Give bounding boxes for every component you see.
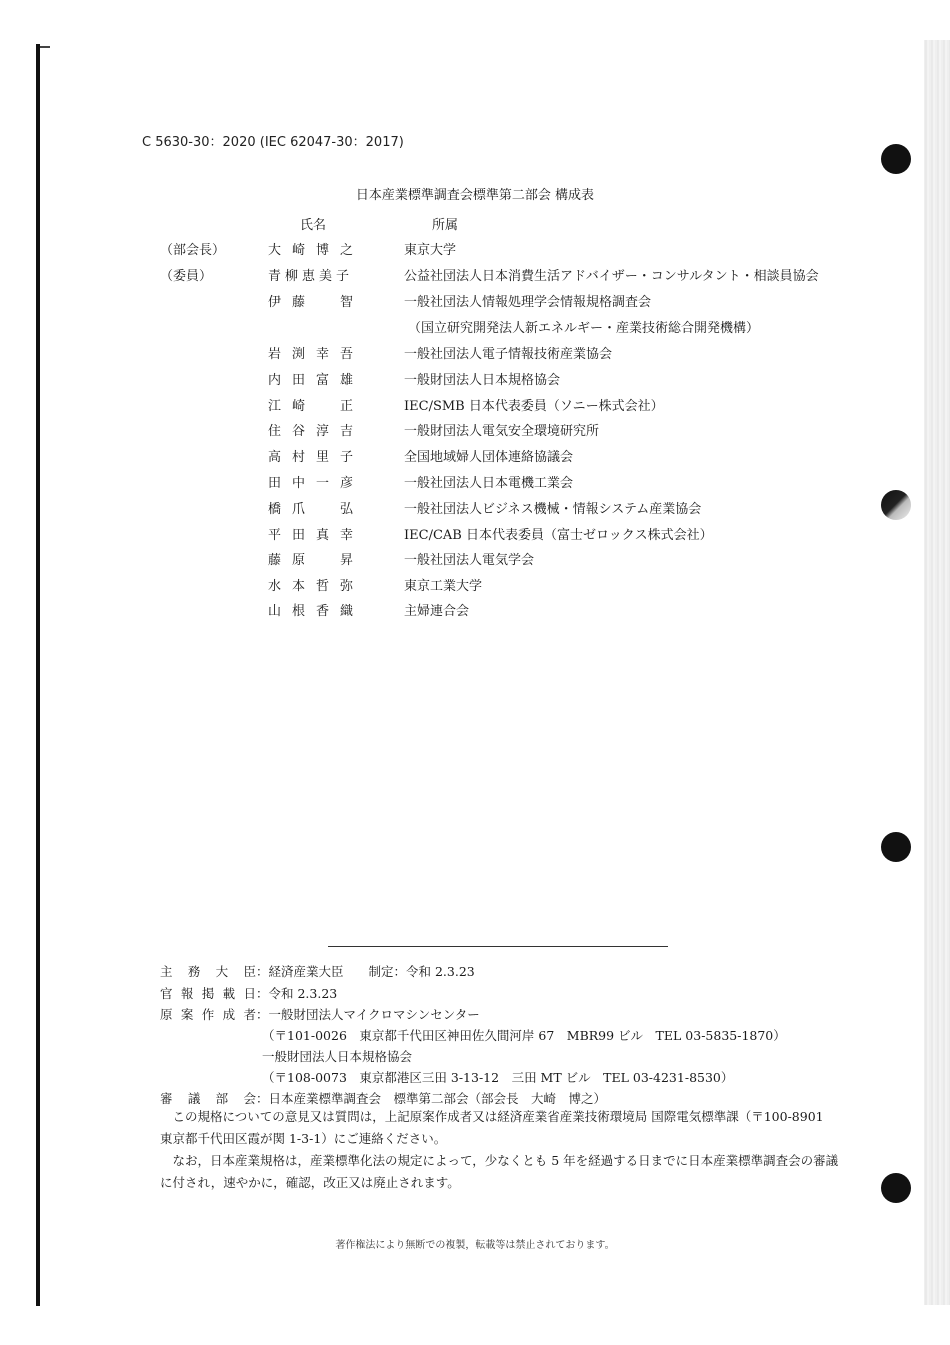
member-name: 田中一彦 [268,476,365,491]
punch-hole-4 [881,1173,911,1203]
member-affiliation: 東京大学 [404,243,457,258]
member-row [0,395,950,421]
member-name: 伊藤 智 [268,295,365,310]
member-name: 青柳恵美子 [268,269,354,284]
scan-right-edge [924,40,950,1305]
minister-row [160,962,475,980]
punch-hole-3 [881,832,911,862]
council-value: ：日本産業標準調査会 標準第二部会（部会長 大崎 博之） [256,1091,607,1106]
scan-top-mark [40,46,50,48]
member-row [0,343,950,369]
member-affiliation: 一般社団法人ビジネス機械・情報システム産業協会 [404,502,702,517]
member-affiliation: 一般社団法人情報処理学会情報規格調査会 [404,295,652,310]
member-row [0,472,950,498]
member-name: 住谷淳吉 [268,424,365,439]
drafter-2-address: （〒108-0073 東京都港区三田 3-13-12 三田 MT ビル TEL 03-4231-8530） [262,1070,734,1085]
member-name: 山根香織 [268,604,365,619]
gazette-value: ：令和 2.3.23 [256,986,338,1001]
column-header-name: 氏名 [300,218,327,233]
member-row [0,549,950,575]
drafter-2: 一般財団法人日本規格協会 [262,1049,413,1064]
drafter-value: ：一般財団法人マイクロマシンセンター [256,1007,480,1022]
member-affiliation: 一般財団法人電気安全環境研究所 [404,424,600,439]
member-affiliation: 公益社団法人日本消費生活アドバイザー・コンサルタント・相談員協会 [404,269,819,284]
punch-hole-1 [881,144,911,174]
member-name: 江崎 正 [268,399,365,414]
member-name: 藤原 昇 [268,553,365,568]
member-role: （部会長） [160,243,226,258]
minister-value: ：経済産業大臣 制定：令和 2.3.23 [256,964,475,979]
member-affiliation: 一般財団法人日本規格協会 [404,373,561,388]
member-affiliation: 東京工業大学 [404,579,483,594]
member-name: 内田富雄 [268,373,365,388]
review-paragraph: なお，日本産業規格は，産業標準化法の規定によって，少なくとも 5 年を経過する日までに日本産業標準調査会の審議に付され，速やかに，確認，改正又は廃止されます。 [160,1153,839,1190]
member-affiliation: IEC/CAB 日本代表委員（富士ゼロックス株式会社） [404,528,713,543]
member-name: 橋爪 弘 [268,502,365,517]
member-name: 大崎博之 [268,243,365,258]
gazette-row [160,984,337,1002]
member-role: （委員） [160,269,213,284]
member-row [0,265,950,291]
member-row [0,291,950,317]
document-code: C 5630-30：2020 (IEC 62047-30：2017) [142,135,404,150]
member-row [0,317,950,343]
member-affiliation: 主婦連合会 [404,604,470,619]
section-divider [328,946,668,947]
member-row [0,575,950,601]
member-affiliation: 全国地域婦人団体連絡協議会 [404,450,574,465]
gazette-label: 官報掲載日 [160,986,256,1001]
member-row [0,420,950,446]
member-row [0,369,950,395]
minister-label: 主務大臣 [160,964,256,979]
drafter-address: （〒101-0026 東京都千代田区神田佐久間河岸 67 MBR99 ビル TEL 03-5835-1870） [262,1028,786,1043]
member-affiliation: 一般社団法人電気学会 [404,553,535,568]
member-row [0,446,950,472]
scan-left-edge [36,44,40,1306]
drafter-label: 原案作成者 [160,1007,256,1022]
copyright-notice: 著作権法により無断での複製，転載等は禁止されております。 [335,1240,615,1251]
member-row [0,498,950,524]
column-header-affiliation: 所属 [432,218,459,233]
member-affiliation: （国立研究開発法人新エネルギー・産業技術総合開発機構） [408,321,760,336]
member-affiliation: 一般社団法人電子情報技術産業協会 [404,347,613,362]
member-name: 平田真幸 [268,528,365,543]
inquiry-paragraph: この規格についての意見又は質問は，上記原案作成者又は経済産業省産業技術環境局 国際電気標準課（〒100-8901 東京都千代田区霞が関 1-3-1）にご連絡ください。 [160,1109,824,1146]
member-row [0,239,950,265]
drafter-row [160,1005,480,1023]
page-title: 日本産業標準調査会標準第二部会 構成表 [355,188,595,203]
member-name: 水本哲弥 [268,579,365,594]
member-affiliation: 一般社団法人日本電機工業会 [404,476,574,491]
member-affiliation: IEC/SMB 日本代表委員（ソニー株式会社） [404,399,664,414]
member-name: 高村里子 [268,450,365,465]
member-row [0,600,950,626]
council-label: 審議部会 [160,1091,256,1106]
member-name: 岩渕幸吾 [268,347,365,362]
council-row [160,1089,606,1107]
member-row [0,524,950,550]
